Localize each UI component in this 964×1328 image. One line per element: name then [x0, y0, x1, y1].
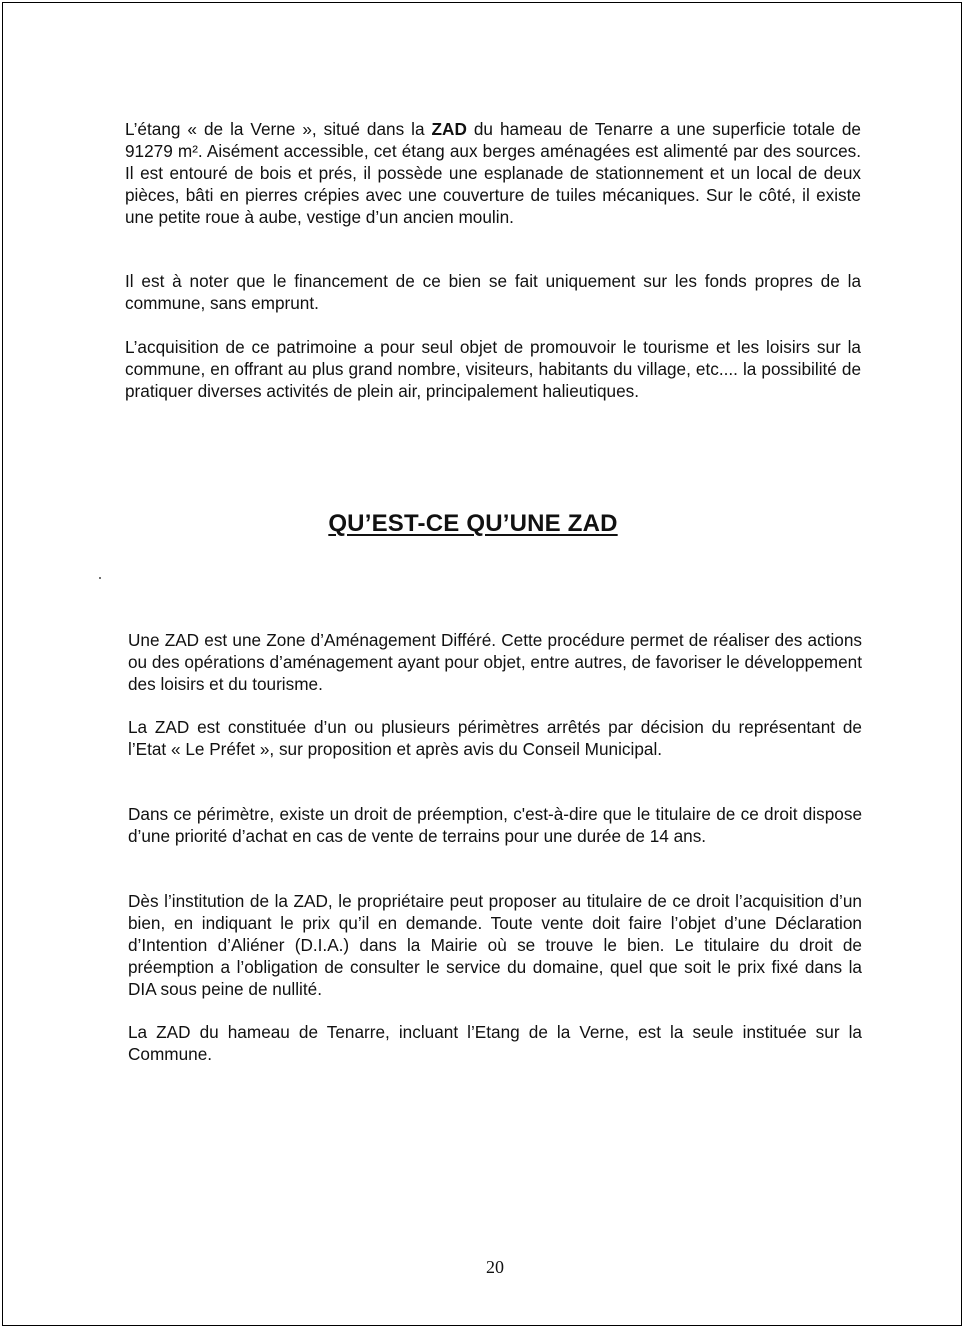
- paragraph-etang-text-after: du hameau de Tenarre a une superficie totale de 91279 m². Aisément accessible, cet étang aux berges aménagées est alimenté par des sources. Il est entouré de bois et prés, il possède une esplanade de stationnement et un local de deux pièces, bâti en pierres crépies avec une couverture de tuiles mécaniques. Sur le côté, il existe une petite roue à aube, vestige d’un ancien moulin.: [125, 119, 861, 227]
- paragraph-zad-perimetres: La ZAD est constituée d’un ou plusieurs périmètres arrêtés par décision du représentant de l’Etat « Le Préfet », sur proposition et après avis du Conseil Municipal.: [128, 717, 862, 759]
- scan-speck: [99, 577, 101, 579]
- paragraph-droit-preemption: Dans ce périmètre, existe un droit de préemption, c'est-à-dire que le titulaire de ce droit dispose d’une priorité d’achat en cas de vente de terrains pour une durée de 14 ans.: [128, 804, 862, 846]
- paragraph-etang-text-before: L’étang « de la Verne », situé dans la: [125, 119, 432, 139]
- paragraph-institution-zad: Dès l’institution de la ZAD, le propriétaire peut proposer au titulaire de ce droit l’acquisition d’un bien, en indiquant le prix qu’il en demande. Toute vente doit faire l’objet d’une Déclaration d’Intention d’Aliéner (D.I.A.) dans la Mairie où se trouve le bien. Le titulaire du droit de préemption a l’obligation de consulter le service du domaine, quel que soit le prix fixé dans la DIA sous peine de nullité.: [128, 891, 862, 999]
- section-heading: QU’EST-CE QU’UNE ZAD: [328, 510, 618, 537]
- document-page: [2, 2, 962, 1326]
- paragraph-zad-tenarre: La ZAD du hameau de Tenarre, incluant l’Etang de la Verne, est la seule instituée sur la Commune.: [128, 1022, 862, 1064]
- paragraph-zad-definition: Une ZAD est une Zone d’Aménagement Différé. Cette procédure permet de réaliser des actions ou des opérations d’aménagement ayant pour objet, entre autres, de favoriser le développement des loisirs et du tourisme.: [128, 630, 862, 694]
- paragraph-financement: Il est à noter que le financement de ce bien se fait uniquement sur les fonds propres de la commune, sans emprunt.: [125, 271, 861, 313]
- paragraph-acquisition: L’acquisition de ce patrimoine a pour seul objet de promouvoir le tourisme et les loisirs sur la commune, en offrant au plus grand nombre, visiteurs, habitants du village, etc.... la possibilité de pratiquer diverses activités de plein air, principalement halieutiques.: [125, 337, 861, 401]
- paragraph-etang-description: [125, 118, 861, 228]
- page-number: 20: [486, 1257, 504, 1277]
- zad-bold-term: ZAD: [431, 119, 467, 139]
